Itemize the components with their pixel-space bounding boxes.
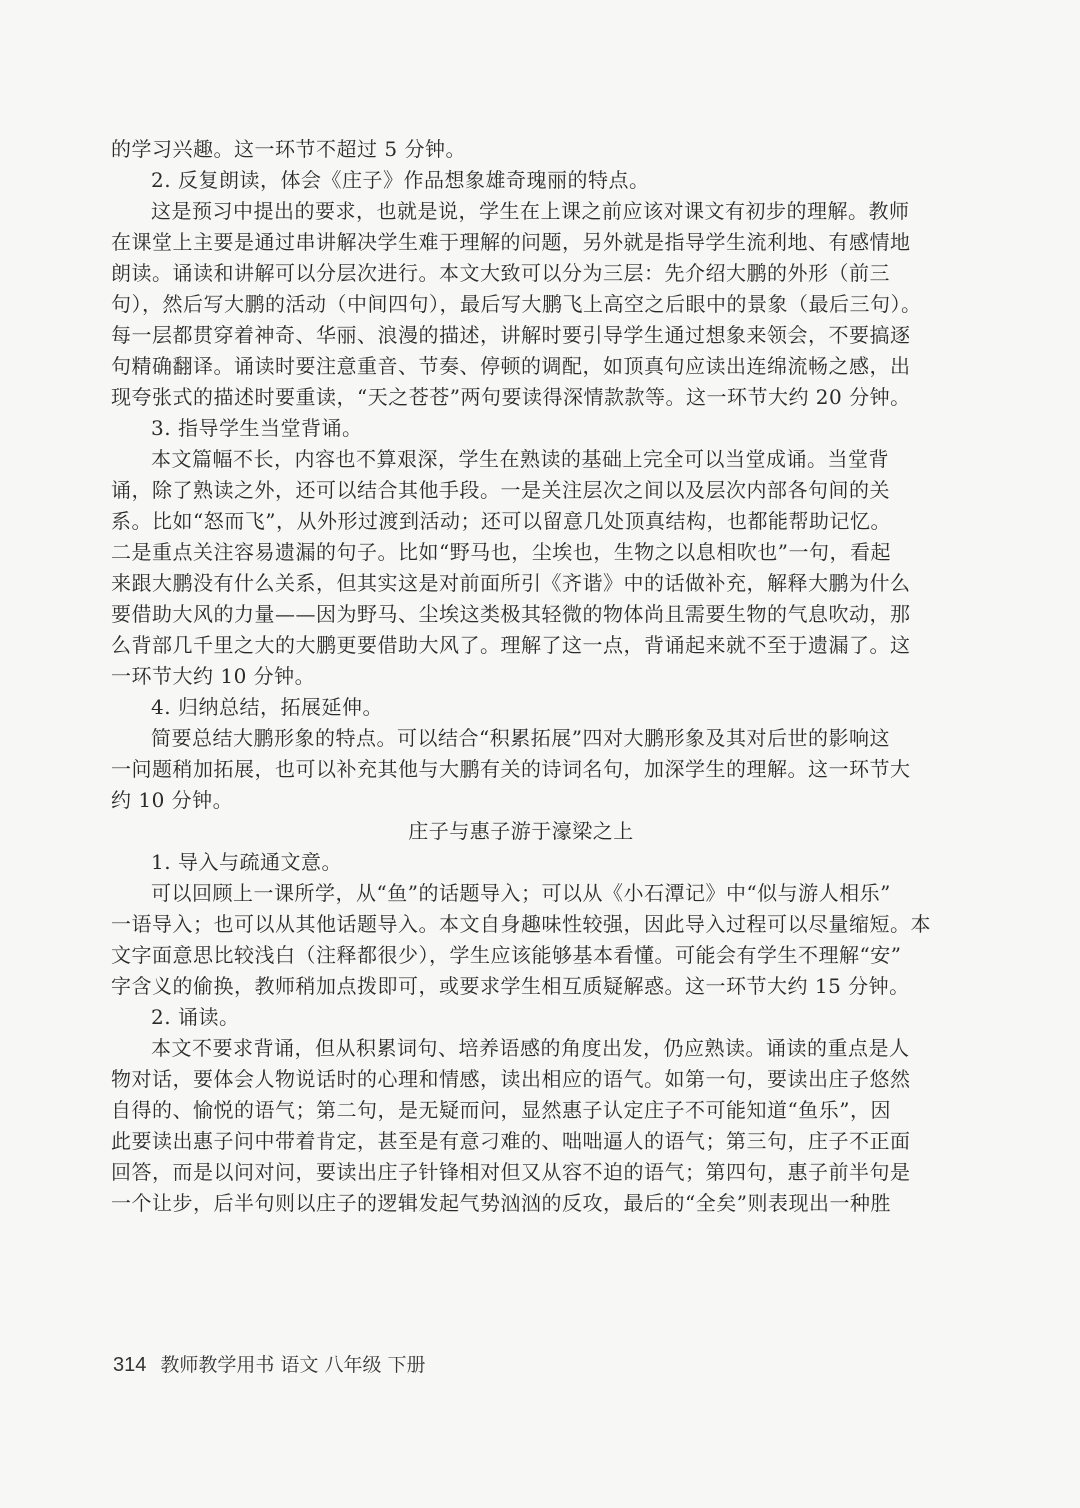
text-line: 字含义的偷换，教师稍加点拨即可，或要求学生相互质疑解惑。这一环节大约 15 分钟。 bbox=[111, 974, 910, 998]
text-line: 在课堂上主要是通过串讲解决学生难于理解的问题，另外就是指导学生流利地、有感情地 bbox=[111, 230, 911, 254]
body-text bbox=[111, 134, 931, 1219]
book-title: 教师教学用书 语文 八年级 下册 bbox=[160, 1354, 426, 1376]
text-line: 来跟大鹏没有什么关系，但其实这是对前面所引《齐谐》中的话做补充，解释大鹏为什么 bbox=[111, 571, 911, 595]
text-line: 系。比如“怒而飞”，从外形过渡到活动；还可以留意几处顶真结构，也都能帮助记忆。 bbox=[111, 509, 891, 533]
text-line: 文字面意思比较浅白（注释都很少），学生应该能够基本看懂。可能会有学生不理解“安” bbox=[111, 943, 902, 967]
text-line: 句精确翻译。诵读时要注意重音、节奏、停顿的调配，如顶真句应读出连绵流畅之感，出 bbox=[111, 354, 911, 378]
text-line: 一个让步，后半句则以庄子的逻辑发起气势汹汹的反攻，最后的“全矣”则表现出一种胜 bbox=[111, 1191, 891, 1215]
text-line: 诵，除了熟读之外，还可以结合其他手段。一是关注层次之间以及层次内部各句间的关 bbox=[111, 478, 890, 502]
text-line: 要借助大风的力量——因为野马、尘埃这类极其轻微的物体尚且需要生物的气息吹动，那 bbox=[111, 602, 911, 626]
text-line: 回答，而是以问对问，要读出庄子针锋相对但又从容不迫的语气；第四句，惠子前半句是 bbox=[111, 1160, 911, 1184]
text-line: 自得的、愉悦的语气；第二句，是无疑而问，显然惠子认定庄子不可能知道“鱼乐”，因 bbox=[111, 1098, 891, 1122]
text-line: 3. 指导学生当堂背诵。 bbox=[151, 416, 363, 440]
text-line: 可以回顾上一课所学，从“鱼”的话题导入；可以从《小石潭记》中“似与游人相乐” bbox=[151, 881, 891, 905]
text-line: 此要读出惠子问中带着肯定，甚至是有意刁难的、咄咄逼人的语气；第三句，庄子不正面 bbox=[111, 1129, 911, 1153]
page-footer bbox=[113, 1353, 426, 1377]
text-line: 2. 反复朗读，体会《庄子》作品想象雄奇瑰丽的特点。 bbox=[151, 168, 650, 192]
text-line: 4. 归纳总结，拓展延伸。 bbox=[151, 695, 383, 719]
text-line: 的学习兴趣。这一环节不超过 5 分钟。 bbox=[111, 137, 466, 161]
text-line: 现夸张式的描述时要重读，“天之苍苍”两句要读得深情款款等。这一环节大约 20 分钟。 bbox=[111, 385, 911, 409]
text-line: 1. 导入与疏通文意。 bbox=[151, 850, 342, 874]
text-line: 本文不要求背诵，但从积累词句、培养语感的角度出发，仍应熟读。诵读的重点是人 bbox=[151, 1036, 910, 1060]
text-line: 句），然后写大鹏的活动（中间四句），最后写大鹏飞上高空之后眼中的景象（最后三句）。 bbox=[111, 292, 922, 316]
text-line: 这是预习中提出的要求，也就是说，学生在上课之前应该对课文有初步的理解。教师 bbox=[151, 199, 910, 223]
text-line: 本文篇幅不长，内容也不算艰深，学生在熟读的基础上完全可以当堂成诵。当堂背 bbox=[151, 447, 889, 471]
text-line: 约 10 分钟。 bbox=[111, 788, 234, 812]
text-line: 2. 诵读。 bbox=[151, 1005, 240, 1029]
text-line: 物对话，要体会人物说话时的心理和情感，读出相应的语气。如第一句，要读出庄子悠然 bbox=[111, 1067, 911, 1091]
text-line: 每一层都贯穿着神奇、华丽、浪漫的描述，讲解时要引导学生通过想象来领会，不要搞逐 bbox=[111, 323, 911, 347]
section-title: 庄子与惠子游于濠梁之上 bbox=[408, 819, 634, 843]
text-line: 一环节大约 10 分钟。 bbox=[111, 664, 316, 688]
text-line: 一问题稍加拓展，也可以补充其他与大鹏有关的诗词名句，加深学生的理解。这一环节大 bbox=[111, 757, 911, 781]
text-line: 二是重点关注容易遗漏的句子。比如“野马也，尘埃也，生物之以息相吹也”一句，看起 bbox=[111, 540, 891, 564]
text-line: 简要总结大鹏形象的特点。可以结合“积累拓展”四对大鹏形象及其对后世的影响这 bbox=[151, 726, 890, 750]
text-line: 么背部几千里之大的大鹏更要借助大风了。理解了这一点，背诵起来就不至于遗漏了。这 bbox=[111, 633, 911, 657]
page-number: 314 bbox=[113, 1354, 147, 1376]
text-line: 一语导入；也可以从其他话题导入。本文自身趣味性较强，因此导入过程可以尽量缩短。本 bbox=[111, 912, 931, 936]
text-line: 朗读。诵读和讲解可以分层次进行。本文大致可以分为三层：先介绍大鹏的外形（前三 bbox=[111, 261, 890, 285]
